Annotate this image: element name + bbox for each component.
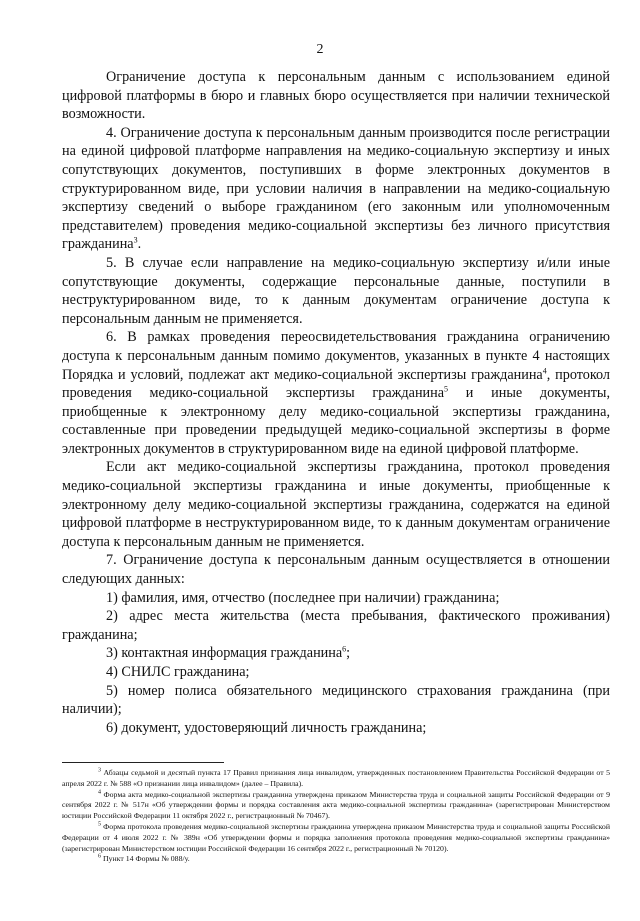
list-item-end: ;: [346, 645, 351, 662]
list-item-6: 6) документ, удостоверяющий личность гражданина;: [106, 719, 427, 736]
list-item-text: 3) контактная информация гражданина: [106, 645, 343, 662]
page-number: 2: [316, 42, 324, 57]
footnote-number: 5: [98, 821, 101, 828]
paragraph-item-4: [62, 124, 610, 254]
paragraph-item-7: 7. Ограничение доступа к персональным данным осуществляется в отношении следующих данных:: [62, 552, 610, 588]
footnote-text: Абзацы седьмой и десятый пункта 17 Правил признания лица инвалидом, утвержденных постановлением Правительства Российской Федерации от 5 апреля 2022 г. № 588 «О признании лица инвалидом» (далее – Правила).: [62, 768, 610, 788]
list-item-5: 5) номер полиса обязательного медицинского страхования гражданина (при наличии);: [62, 682, 610, 718]
paragraph-item-5: 5. В случае если направление на медико-социальную экспертизу и/или иные сопутствующие документы, содержащие персональные данные, поступили в неструктурированном виде, то к данным документам ограничение доступа к персональным данным не применяется.: [62, 254, 610, 327]
footnote-ref-6: 6: [342, 644, 347, 654]
paragraph-text: , протокол проведения медико-социальной экспертизы гражданина: [62, 366, 610, 402]
list-item-2: 2) адрес места жительства (места пребывания, фактического проживания) гражданина;: [62, 608, 610, 643]
footnote-separator: [62, 762, 224, 763]
footnote-3: [62, 768, 610, 790]
paragraph-unstructured: Если акт медико-социальной экспертизы гражданина, протокол проведения медико-социальной экспертизы гражданина и иные документы, приобщенные к электронному делу медико-социальной экспертизы гражданина, содержатся на единой цифровой платформе в неструктурированном виде, то к данным документам ограничение доступа к персональным данным не применяется.: [62, 459, 610, 550]
footnote-ref-3: 3: [133, 235, 138, 245]
footnote-text: Пункт 14 Формы № 088/у.: [101, 854, 190, 864]
footnotes: [62, 768, 610, 865]
footnote-5: [62, 822, 610, 854]
footnote-text: Форма акта медико-социальной экспертизы гражданина утверждена приказом Министерства труда и социальной защиты Российской Федерации от 9 сентября 2022 г. № 517н «Об утверждении формы и порядка составления акта медико-социальной экспертизы гражданина» (зарегистрирован Министерством юстиции Российской Федерации 11 октября 2022 г., регистрационный № 70467).: [62, 789, 610, 821]
footnote-text: Форма протокола проведения медико-социальной экспертизы гражданина утверждена приказом Министерства труда и социальной защиты Российской Федерации от 4 июля 2022 г. № 389н «Об утверждении формы и порядка заполнения протокола проведения медико-социальной экспертизы гражданина» (зарегистрирован Министерством юстиции Российской Федерации 16 сентября 2022 г., регистрационный № 70120).: [62, 821, 610, 853]
document-body: [62, 68, 610, 737]
footnote-4: [62, 790, 610, 822]
paragraph-text: и иные документы, приобщенные к электронному делу медико-социальной экспертизы гражданина, составленные при проведении предыдущей медико-социальной экспертизы в форме электронных документов в структурированном виде на единой цифровой платформе.: [62, 385, 610, 457]
paragraph-text: 6. В рамках проведения переосвидетельствования гражданина ограничению доступа к персональным данным помимо документов, указанных в пункте 4 настоящих Порядка и условий, подлежат акт медико-социальной экспертизы гражданина: [62, 329, 610, 383]
paragraph-item-6: [62, 328, 610, 458]
list-item-3: [62, 644, 610, 663]
footnote-number: 6: [98, 853, 101, 860]
footnote-6: [62, 854, 610, 865]
footnote-number: 3: [98, 767, 101, 774]
list-item-4: 4) СНИЛС гражданина;: [106, 664, 250, 680]
footnote-ref-5: 5: [444, 384, 449, 394]
paragraph-access-restriction-intro: Ограничение доступа к персональным данным с использованием единой цифровой платформы в бюро и главных бюро осуществляется при наличии технической возможности.: [62, 69, 610, 123]
footnote-number: 4: [98, 789, 101, 795]
list-item-1: 1) фамилия, имя, отчество (последнее при наличии) гражданина;: [106, 589, 500, 606]
sentence-end: .: [137, 236, 142, 253]
footnote-ref-4: 4: [542, 365, 547, 375]
paragraph-text: 4. Ограничение доступа к персональным данным производится после регистрации на единой цифровой платформе направления на медико-социальную экспертизу и иных сопутствующих документов, поступивших в форме электронных документов в структурированном виде, при условии наличия в направлении на медико-социальную экспертизу сведений о выборе гражданином (его законным или уполномоченным представителем) проведения медико-социальной экспертизы без личного присутствия гражданина: [62, 124, 610, 253]
